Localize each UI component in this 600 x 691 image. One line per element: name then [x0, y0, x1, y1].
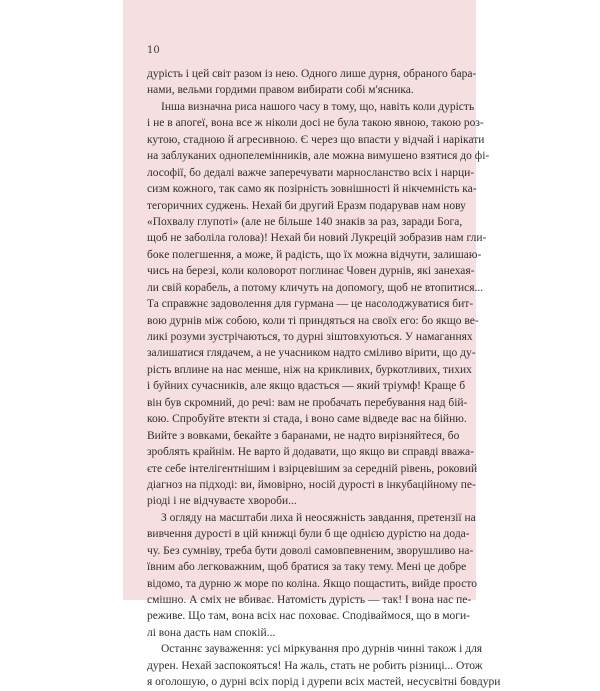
text-line: єте себе інтелігентнішим і взірцевішим за середній рівень, роковий	[147, 462, 478, 475]
text-line: лософії, бо дедалі важче заперечувати марносланство всіх і нарци-	[147, 166, 475, 179]
text-line: бокe полегшення, а може, й радість, що їх можна відчути, залишаю-	[147, 248, 482, 261]
text-line: «Похвалу глупоті» (але не більше 140 знаків за раз, заради Бога,	[147, 215, 463, 228]
paragraph	[147, 99, 490, 296]
text-line: зроблять крайнім. Не варто й додавати, що якщо ви справді вважа-	[147, 446, 474, 459]
text-line: кою. Спробуйте втекти зі стада, і воно саме відведе вас на бійню.	[147, 413, 467, 426]
text-line: діагноз на підході: ви, ймовірно, носій дурості в інкубаційному пе-	[147, 478, 476, 491]
text-line: чись на березі, коли коловорот поглинає Човен дурнів, які занехая-	[147, 265, 475, 278]
text-line: і буйних сучасників, але якщо вдасться — який тріумф! Краще б	[147, 380, 466, 393]
text-line: Останнє зауваження: усі міркування про дурнів чинні також і для	[161, 643, 483, 656]
text-line: З огляду на масштаби лиха й неосяжність завдання, претензії на	[161, 511, 476, 524]
text-line: сизм кожного, так само як позірність зовнішності й нікчемність ка-	[147, 183, 477, 196]
text-line: чу. Без сумніву, треба бути доволі самовпевненим, зворушливо на-	[147, 544, 474, 557]
text-line: він був скромний, до речі: вам не пробачать перебування над бій-	[147, 396, 468, 409]
book-page	[123, 0, 501, 689]
text-line: Інша визначна риса нашого часу в тому, що, навіть коли дурість	[161, 100, 475, 113]
text-line: дурість і цей світ разом із нею. Одного лише дурня, обраного бара-	[147, 68, 477, 80]
text-line: вивчення дурості в цій книжці були б ще однією дурістю на дода-	[147, 528, 470, 541]
text-line: кутою, стадною й агресивною. Є через що впасти у відчай і нарікати	[147, 133, 485, 146]
text-line: нами, вельми гордими правом вибирати собі м'ясника.	[147, 84, 414, 97]
text-line: смішно. А сміх не вбиває. Натомість дурість — так! І вона нас пе-	[147, 594, 472, 606]
text-line: Вийте з вовками, бекайте з баранами, не надто вирізняйтеся, бо	[147, 429, 460, 442]
paragraph	[147, 66, 477, 99]
text-line: дурен. Нехай заспокояться! На жаль, стать не робить різниці... Отож	[147, 659, 483, 672]
text-line: лі вона дасть нам спокій...	[147, 626, 276, 639]
text-line: щоб не заболіла голова)! Нехай би новий Лукрецій зобразив нам гли-	[147, 232, 487, 245]
paragraph	[147, 510, 477, 642]
text-line: відомо, та дурню ж море по коліна. Якщо пощастить, вийде просто	[147, 577, 477, 590]
text-line: реживе. Що там, вона всіх нас поховає. Сподіваймося, що в моги-	[147, 610, 470, 623]
paragraph	[147, 641, 501, 690]
text-line: ли свій корабель, а потому кличуть на допомогу, щоб не втопитися...	[147, 281, 484, 294]
text-line: ївним або легковажним, щоб братися за таку тему. Мені це добре	[147, 561, 467, 574]
text-line: ріоді і не відчуваєте хвороби...	[147, 495, 297, 508]
text-line: тегоричних суджень. Нехай би другий Еразм подарував нам нову	[147, 199, 466, 212]
text-line: на заблуканих однопелемінників, але можна вимушено взятися до фі-	[147, 150, 490, 163]
body-text	[147, 66, 501, 691]
text-line: і не в апогеї, вона все ж ніколи досі не була такою явною, такою роз-	[147, 117, 484, 130]
text-line: вою дурнів між собою, коли ті приндяться на своїх его: бо якщо ве-	[147, 314, 479, 327]
text-line: залишатися глядачем, а не учасником надто сміливо вірити, що ду-	[147, 347, 476, 360]
page-number: 10	[147, 45, 160, 56]
text-line: я оголошую, о дурні всіх порід і дурепи всіх мастей, несусвітні бовдури	[147, 676, 501, 689]
text-line: Та справжнє задоволення для гурмана — це насолоджуватися бит-	[147, 298, 474, 311]
paragraph	[147, 296, 479, 510]
text-line: рість вплине на нас менше, ніж на крикливих, буркотливих, тихих	[147, 363, 472, 376]
text-line: ликі розуми зустрічаються, то дурні зіштовхуються. У намаганнях	[147, 331, 473, 343]
